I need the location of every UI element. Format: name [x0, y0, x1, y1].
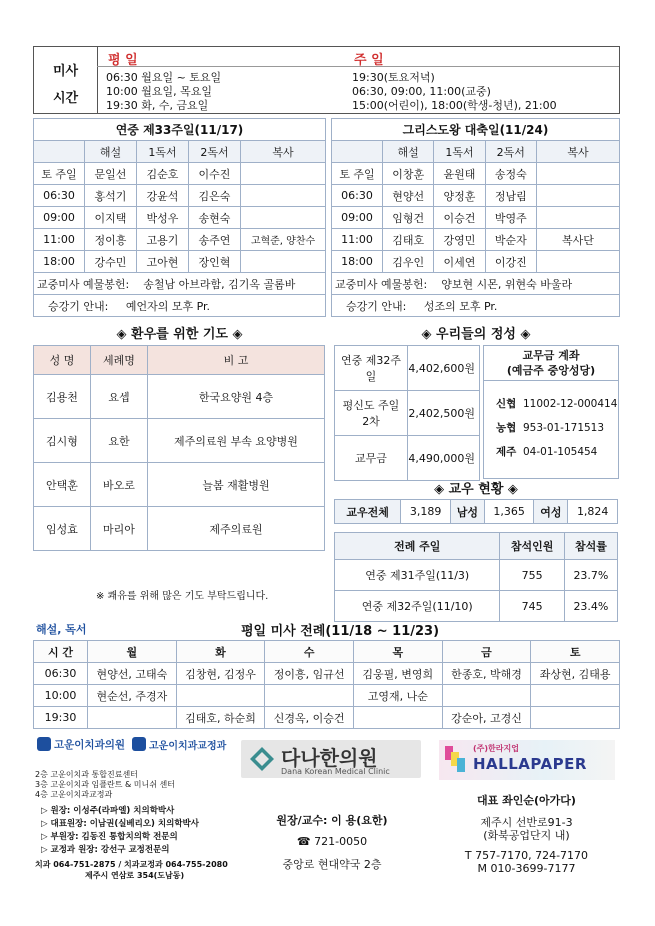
account-sub: (예금주 중앙성당) — [506, 364, 596, 377]
lecture-value: 예언자의 모후 Pr. — [125, 299, 211, 313]
table-row — [34, 507, 325, 551]
table-row — [34, 685, 620, 707]
table-row — [34, 663, 620, 685]
sunday-line: 15:00(어린이), 18:00(학생-청년), 21:00 — [352, 99, 557, 112]
cell — [442, 685, 531, 707]
offering-amount: 2,402,500원 — [408, 391, 480, 436]
cell: 송정숙 — [485, 163, 536, 185]
mass-label-line2: 시간 — [52, 91, 79, 106]
cell: 신경옥, 이승건 — [265, 707, 354, 729]
col-header: 수 — [265, 641, 354, 663]
weekday-table — [33, 640, 620, 729]
table-row — [34, 419, 325, 463]
cell: 김창현, 김정우 — [176, 663, 265, 685]
col-header: 금 — [442, 641, 531, 663]
cell: 23.7% — [564, 560, 617, 591]
sunday-line: 19:30(토요저녁) — [352, 71, 435, 84]
dental-name1: 고운이치과의원 — [54, 739, 126, 751]
offering-value: 송철남 아브라함, 김기옥 골롬바 — [143, 277, 296, 291]
cell: 복사단 — [537, 229, 620, 251]
weekday-line: 10:00 월요일, 목요일 — [106, 85, 212, 98]
cell: 제주의료원 부속 요양병원 — [148, 419, 325, 463]
table-row — [335, 391, 480, 436]
cell: 고영재, 나순 — [353, 685, 442, 707]
cell: 윤원태 — [434, 163, 485, 185]
status-counts — [334, 499, 618, 524]
col-header: 2독서 — [188, 141, 240, 163]
cell: 강영민 — [434, 229, 485, 251]
cell: 10:00 — [34, 685, 88, 707]
cell: 늘봄 재활병원 — [148, 463, 325, 507]
cell: 임성효 — [34, 507, 91, 551]
dental-floor: 2층 고운이치과 통합진료센터 — [35, 770, 138, 779]
cell — [241, 251, 326, 273]
col-header: 1독서 — [136, 141, 188, 163]
clinic-ad — [237, 736, 427, 881]
cell: 김용천 — [34, 375, 91, 419]
cell: 토 주일 — [332, 163, 383, 185]
paper-mobile: M 010-3699-7177 — [477, 862, 576, 875]
col-header: 2독서 — [485, 141, 536, 163]
weekday-line: 06:30 월요일 ~ 토요일 — [106, 71, 222, 84]
lecture-note — [34, 295, 326, 317]
cell — [353, 707, 442, 729]
account-number: 953-01-171513 — [522, 422, 605, 434]
table-row — [34, 207, 326, 229]
offering-note — [332, 273, 620, 295]
sunday-line: 06:30, 09:00, 11:00(교중) — [352, 85, 491, 98]
clinic-logo-icon — [249, 746, 275, 772]
account-number: 11002-12-000414 — [522, 398, 618, 410]
col-header: 해설 — [383, 141, 434, 163]
clinic-addr: 중앙로 현대약국 2층 — [282, 858, 382, 871]
table-row — [335, 591, 618, 622]
schedule-right-title: 그리스도왕 대축일(11/24) — [332, 119, 620, 141]
weekday-tag: 해설, 독서 — [36, 623, 87, 636]
cell: 정남림 — [485, 185, 536, 207]
cell: 이강진 — [485, 251, 536, 273]
col-header — [332, 141, 383, 163]
col-header: 참석률 — [564, 533, 617, 560]
col-header: 토 — [531, 641, 620, 663]
cell: 좌상현, 김태용 — [531, 663, 620, 685]
paper-logo-text: HALLAPAPER — [473, 755, 587, 773]
col-header: 월 — [88, 641, 177, 663]
cell: 김웅필, 변영희 — [353, 663, 442, 685]
total-value: 3,189 — [401, 500, 451, 524]
dental-name2: 고운이치과교정과 — [149, 741, 227, 752]
offering-label: 교중미사 예물봉헌: — [37, 277, 130, 291]
offerings-title: ◈ 우리들의 정성 ◈ — [421, 327, 531, 342]
paper-tel: T 757-7170, 724-7170 — [464, 849, 589, 862]
dental-floor: 3층 고운이치과 임플란트 & 미니쉬 센터 — [35, 780, 175, 789]
cell: 정이흥 — [85, 229, 137, 251]
clinic-en: Dana Korean Medical Clinic — [281, 767, 390, 776]
table-row — [335, 560, 618, 591]
offering-label: 교무금 — [335, 436, 408, 481]
paper-ad — [433, 736, 620, 881]
cell — [537, 207, 620, 229]
sunday-head: 주 일 — [354, 53, 384, 68]
paper-logo-icon — [445, 746, 465, 772]
cell: 장인혁 — [188, 251, 240, 273]
table-row — [332, 185, 620, 207]
cell: 제주의료원 — [148, 507, 325, 551]
clinic-director: 원장/교수: 이 용(요한) — [276, 814, 388, 827]
weekday-head: 평 일 — [108, 53, 138, 68]
mass-label-line1: 미사 — [52, 64, 79, 79]
schedule-left-title: 연중 제33주일(11/17) — [34, 119, 326, 141]
paper-addr: 제주시 선반로91-3 — [480, 816, 573, 829]
lecture-label: 승강기 안내: — [48, 299, 109, 313]
cell: 18:00 — [34, 251, 85, 273]
col-header: 시 간 — [34, 641, 88, 663]
paper-ceo: 대표 좌인순(아가다) — [477, 794, 576, 807]
offering-amount: 4,490,000원 — [408, 436, 480, 481]
cell: 바오로 — [91, 463, 148, 507]
cell: 김태호 — [383, 229, 434, 251]
cell: 이지택 — [85, 207, 137, 229]
bank-name: 신협 — [496, 398, 517, 410]
dental-addr: 제주시 연삼로 354(도남동) — [85, 871, 185, 880]
col-header: 화 — [176, 641, 265, 663]
bank-name: 농협 — [496, 422, 517, 434]
cell: 강순아, 고경신 — [442, 707, 531, 729]
offering-label: 연중 제32주일 — [335, 346, 408, 391]
lecture-note — [332, 295, 620, 317]
col-header: 비 고 — [148, 346, 325, 375]
cell: 강수민 — [85, 251, 137, 273]
dental-staff: ▷ 교정과 원장: 강선구 교정전문의 — [41, 845, 170, 855]
cell: 양정훈 — [434, 185, 485, 207]
tooth-icon — [132, 737, 146, 751]
cell — [537, 185, 620, 207]
cell: 박순자 — [485, 229, 536, 251]
attendance-table — [334, 532, 618, 622]
cell: 송주연 — [188, 229, 240, 251]
cell: 김순호 — [136, 163, 188, 185]
cell: 김우인 — [383, 251, 434, 273]
col-header: 복사 — [537, 141, 620, 163]
mass-times-box — [33, 46, 620, 114]
dental-ad — [33, 733, 229, 881]
cell: 755 — [500, 560, 564, 591]
col-header: 목 — [353, 641, 442, 663]
female-value: 1,824 — [568, 500, 618, 524]
cell: 11:00 — [34, 229, 85, 251]
cell: 박영주 — [485, 207, 536, 229]
cell: 09:00 — [332, 207, 383, 229]
col-header: 성 명 — [34, 346, 91, 375]
account-number: 04-01-105454 — [522, 446, 598, 458]
offering-note — [34, 273, 326, 295]
cell: 09:00 — [34, 207, 85, 229]
offering-label: 교중미사 예물봉헌: — [335, 277, 428, 291]
cell: 현양선 — [383, 185, 434, 207]
account-line — [496, 396, 617, 411]
table-row — [332, 229, 620, 251]
cell: 요셉 — [91, 375, 148, 419]
account-line — [496, 444, 597, 459]
col-header: 참석인원 — [500, 533, 564, 560]
cell: 현양선, 고태숙 — [88, 663, 177, 685]
cell: 06:30 — [34, 663, 88, 685]
table-row — [34, 707, 620, 729]
cell — [537, 251, 620, 273]
clinic-name: 다나한의원 — [281, 746, 378, 770]
col-header: 1독서 — [434, 141, 485, 163]
cell — [537, 163, 620, 185]
total-label: 교우전체 — [335, 500, 401, 524]
cell: 강윤석 — [136, 185, 188, 207]
cell: 11:00 — [332, 229, 383, 251]
dental-staff: ▷ 원장: 이성주(라파엘) 치의학박사 — [41, 806, 175, 816]
cell — [176, 685, 265, 707]
cell: 이창훈 — [383, 163, 434, 185]
offering-amount: 4,402,600원 — [408, 346, 480, 391]
account-box — [483, 345, 619, 479]
offerings-table — [334, 345, 480, 481]
cell: 이세연 — [434, 251, 485, 273]
cell: 18:00 — [332, 251, 383, 273]
weekday-title: 평일 미사 전례(11/18 ~ 11/23) — [240, 624, 440, 639]
cell: 현순선, 주경자 — [88, 685, 177, 707]
mass-times-label — [34, 47, 98, 113]
cell — [531, 685, 620, 707]
offering-label: 평신도 주일 2차 — [335, 391, 408, 436]
lecture-label: 승강기 안내: — [346, 299, 407, 313]
dental-floor: 4층 고운이치과교정과 — [35, 790, 113, 799]
status-title: ◈ 교우 현황 ◈ — [434, 482, 518, 497]
paper-company: (주)한라지업 — [473, 744, 519, 753]
dental-phone: 치과 064-751-2875 / 치과교정과 064-755-2080 — [35, 860, 228, 869]
weekday-line: 19:30 화, 수, 금요일 — [106, 99, 209, 112]
table-row — [335, 346, 480, 391]
prayer-table — [33, 345, 325, 551]
cell: 한국요양원 4층 — [148, 375, 325, 419]
cell: 19:30 — [34, 707, 88, 729]
cell: 김태호, 하순희 — [176, 707, 265, 729]
cell: 23.4% — [564, 591, 617, 622]
account-title: 교무금 계좌 — [522, 349, 580, 362]
cell: 06:30 — [332, 185, 383, 207]
table-row — [34, 163, 326, 185]
paper-addr: (화북공업단지 내) — [483, 829, 570, 842]
cell: 이승건 — [434, 207, 485, 229]
cell: 마리아 — [91, 507, 148, 551]
bank-name: 제주 — [496, 446, 517, 458]
cell: 고용기 — [136, 229, 188, 251]
cell: 745 — [500, 591, 564, 622]
dental-staff: ▷ 대표원장: 이남권(실베리오) 치의학박사 — [41, 819, 199, 829]
col-header: 전례 주일 — [335, 533, 500, 560]
table-row — [34, 229, 326, 251]
col-header — [34, 141, 85, 163]
cell — [241, 185, 326, 207]
account-line — [496, 420, 604, 435]
col-header: 세례명 — [91, 346, 148, 375]
cell: 김은숙 — [188, 185, 240, 207]
cell: 문일선 — [85, 163, 137, 185]
cell: 홍석기 — [85, 185, 137, 207]
cell: 연중 제31주일(11/3) — [335, 560, 500, 591]
schedule-left — [33, 118, 326, 317]
cell: 고아현 — [136, 251, 188, 273]
cell: 토 주일 — [34, 163, 85, 185]
table-row — [34, 375, 325, 419]
cell — [88, 707, 177, 729]
schedule-right — [331, 118, 620, 317]
female-label: 여성 — [534, 500, 568, 524]
table-row — [332, 251, 620, 273]
cell: 김시형 — [34, 419, 91, 463]
cell: 임형건 — [383, 207, 434, 229]
cell: 한종호, 박해경 — [442, 663, 531, 685]
tooth-icon — [37, 737, 51, 751]
cell: 정이흥, 임규선 — [265, 663, 354, 685]
table-row — [332, 163, 620, 185]
col-header: 복사 — [241, 141, 326, 163]
male-value: 1,365 — [484, 500, 534, 524]
cell — [265, 685, 354, 707]
cell: 연중 제32주일(11/10) — [335, 591, 500, 622]
cell — [241, 163, 326, 185]
table-row — [332, 207, 620, 229]
lecture-value: 성조의 모후 Pr. — [423, 299, 498, 313]
cell: 박성우 — [136, 207, 188, 229]
table-row — [34, 185, 326, 207]
clinic-phone: ☎ 721-0050 — [296, 835, 368, 848]
male-label: 남성 — [450, 500, 484, 524]
dental-staff: ▷ 부원장: 김동진 통합치의학 전문의 — [41, 832, 178, 842]
cell — [241, 207, 326, 229]
offering-value: 양보현 시몬, 위현숙 바울라 — [441, 277, 573, 291]
prayer-note: ※ 쾌유를 위해 많은 기도 부탁드립니다. — [96, 591, 269, 602]
table-row — [335, 436, 480, 481]
prayer-title: ◈ 환우를 위한 기도 ◈ — [116, 327, 243, 342]
cell: 06:30 — [34, 185, 85, 207]
col-header: 해설 — [85, 141, 137, 163]
cell — [531, 707, 620, 729]
cell: 이수진 — [188, 163, 240, 185]
table-row — [34, 463, 325, 507]
cell: 고혁준, 양찬수 — [241, 229, 326, 251]
cell: 요한 — [91, 419, 148, 463]
cell: 안택훈 — [34, 463, 91, 507]
table-row — [34, 251, 326, 273]
cell: 송현숙 — [188, 207, 240, 229]
